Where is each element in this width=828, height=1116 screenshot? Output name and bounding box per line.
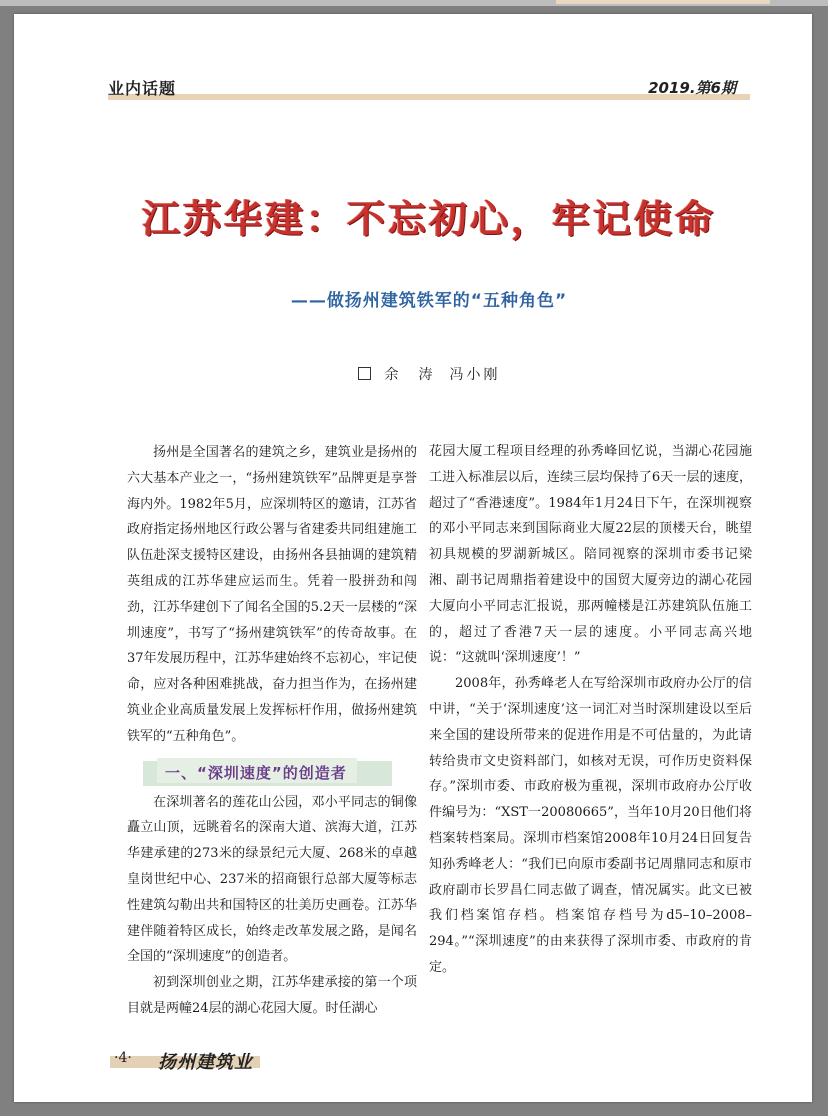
author-name: 余 涛: [384, 367, 436, 383]
running-header: [108, 76, 750, 100]
author-byline: [106, 364, 752, 384]
column-left: [127, 440, 417, 1022]
page-number: ·4·: [114, 1050, 132, 1066]
body-paragraph-continued: 花园大厦工程项目经理的孙秀峰回忆说，当湖心花园施工进入标准层以后，连续三层均保持了6天一层的速度，超过了“香港速度”。1984年1月24日下午，在深圳视察的邓小平同志来到国际商业大厦22层的顶楼天台，眺望初具规模的罗湖新城区。陪同视察的深圳市委书记梁湘、副书记周鼎指着建设中的国贸大厦旁边的湖心花园大厦向小平同志汇报说，那两幢楼是江苏建筑队伍施工的，超过了香港7天一层的速度。小平同志高兴地说：“这就叫‘深圳速度’！”: [429, 444, 752, 666]
top-tab-marker: [556, 0, 770, 4]
body-paragraph: 扬州是全国著名的建筑之乡，建筑业是扬州的六大基本产业之一，“扬州建筑铁军”品牌更是享誉海内外。1982年5月，应深圳特区的邀请，江苏省政府指定扬州地区行政公署与省建委共同组建施工队伍赴深支援特区建设，由扬州各县抽调的建筑精英组成的江苏华建应运而生。凭着一股拼劲和闯劲，江苏华建创下了闻名全国的5.2天一层楼的“深圳速度”，书写了“扬州建筑铁军”的传奇故事。在37年发展历程中，江苏华建始终不忘初心，牢记使命，应对各种困难挑战，奋力担当作为，在扬州建筑业企业高质量发展上发挥标杆作用，做扬州建筑铁军的“五种角色”。: [127, 445, 417, 744]
header-section-label: 业内话题: [108, 79, 177, 98]
document-page: [14, 14, 812, 1102]
section-heading: [127, 758, 417, 788]
top-edge-strip: [0, 0, 828, 6]
article-title: 江苏华建：不忘初心，牢记使命: [141, 196, 716, 241]
header-issue-label: 2019.第6期: [648, 79, 736, 97]
author-name: 冯小刚: [449, 367, 501, 383]
body-paragraph: 2008年，孙秀峰老人在写给深圳市政府办公厅的信中讲，“关于‘深圳速度’这一词汇对当时深圳建设以至后来全国的建设所带来的促进作用是不可估量的，为此请转给贵市文史资料部门，如核对无误，可作历史资料保存。”深圳市委、市政府极为重视，深圳市政府办公厅收件编号为：“XST一20080665”，当年10月20日他们将档案转档案局。深圳市档案馆2008年10月24日回复告知孙秀峰老人：“我们已向原市委副书记周鼎同志和原市政府副市长罗昌仁同志做了调查，情况属实。此文已被我们档案馆存档。档案馆存档号为d5–10–2008–294。”“深圳速度”的由来获得了深圳市委、市政府的肯定。: [429, 676, 752, 975]
article-subtitle: ——做扬州建筑铁军的“五种角色”: [290, 291, 568, 311]
byline-box-icon: [358, 367, 371, 380]
body-paragraph: 在深圳著名的莲花山公园，邓小平同志的铜像矗立山顶，远眺着名的深南大道、滨海大道，江苏华建承建的273米的绿景纪元大厦、268米的卓越皇岗世纪中心、237米的招商银行总部大厦等标志性建筑勾勒出共和国特区的壮美历史画卷。江苏华建伴随着特区成长，始终走改革发展之路，是闻名全国的“深圳速度”的创造者。: [127, 794, 417, 965]
page-footer: [110, 1048, 270, 1072]
magazine-logo: 扬州建筑业: [158, 1052, 253, 1073]
body-paragraph: 初到深圳创业之期，江苏华建承接的第一个项目就是两幢24层的湖心花园大厦。时任湖心: [127, 975, 417, 1016]
column-right: [429, 439, 752, 981]
section-heading-text: 一、“深圳速度”的创造者: [165, 763, 347, 782]
